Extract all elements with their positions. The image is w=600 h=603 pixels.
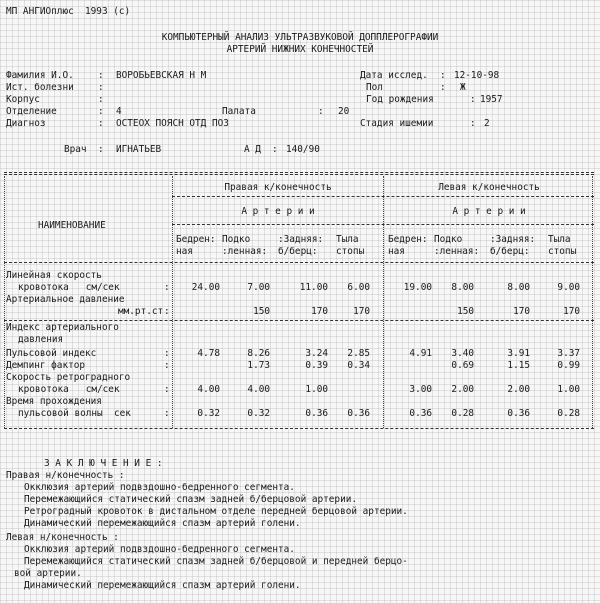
conclusion-line: Перемежающийся статический спазм задней б/берцовой артерии. [24, 494, 358, 505]
conclusion-line: Динамический перемежающийся спазм артерий голени. [24, 580, 301, 591]
table-cell: 0.36 [305, 408, 328, 419]
table-cell: 3.00 [409, 384, 432, 395]
colon: : [272, 144, 278, 155]
bp-label: А Д [244, 144, 261, 155]
dept-value: 4 [116, 106, 122, 117]
colon: : [470, 94, 476, 105]
table-cell: 2.00 [451, 384, 474, 395]
colon: : [98, 82, 104, 93]
row-label: Линейная скорость [6, 270, 102, 281]
name-value: ВОРОБЬЕВСКАЯ Н М [116, 70, 207, 81]
colon: : [318, 106, 324, 117]
artery-col-header-top: Бедрен: [176, 234, 216, 245]
conclusion-line: Перемежающийся статический спазм задней б/берцовой и передней берцо- [24, 556, 408, 567]
right-limb-header: Правая к/конечность [224, 182, 332, 193]
doctor-label: Врач [64, 144, 87, 155]
row-label: пульсовой волны сек [18, 408, 131, 419]
bp-value: 140/90 [286, 144, 320, 155]
table-cell: 8.00 [451, 282, 474, 293]
table-cell: 0.36 [347, 408, 370, 419]
colon: : [98, 70, 104, 81]
table-cell: 170 [513, 306, 530, 317]
table-cell: 24.00 [191, 282, 220, 293]
artery-col-header-bottom: стопы [336, 246, 365, 257]
table-cell: 3.91 [507, 348, 530, 359]
case-label: Ист. болезни [6, 82, 74, 93]
colon: : [98, 94, 104, 105]
row-label: Пульсовой индекс [6, 348, 97, 359]
table-cell: 0.28 [451, 408, 474, 419]
date-label: Дата исслед. [360, 70, 428, 81]
ward-value: 20 [338, 106, 350, 117]
table-cell: 9.00 [557, 282, 580, 293]
table-cell: 150 [457, 306, 474, 317]
colon: : [440, 70, 446, 81]
conclusion-line: Ретроградный кровоток в дистальном отделе передней берцовой артерии. [24, 506, 408, 517]
table-cell: 170 [353, 306, 370, 317]
table-top-rule [4, 172, 594, 173]
diag-label: Диагноз [6, 118, 46, 129]
table-cell: 170 [311, 306, 328, 317]
colon: : [164, 282, 170, 293]
doctor-value: ИГНАТЬЕВ [116, 144, 162, 155]
artery-col-header-bottom: ная [176, 246, 193, 257]
table-cell: 8.26 [247, 348, 270, 359]
table-cell: 0.99 [557, 360, 580, 371]
name-column-header: НАИМЕНОВАНИЕ [38, 220, 106, 231]
table-cell: 3.37 [557, 348, 580, 359]
table-cell: 4.00 [197, 384, 220, 395]
artery-col-header-top: Подко [434, 234, 463, 245]
colon: : [98, 106, 104, 117]
name-label: Фамилия И.О. [6, 70, 74, 81]
row-label: мм.рт.ст [118, 306, 164, 317]
table-cell: 8.00 [507, 282, 530, 293]
colon: : [98, 144, 104, 155]
artery-col-header-bottom: б/берц: [278, 246, 318, 257]
artery-col-header-top: :Задняя: [278, 234, 324, 245]
colon: : [164, 360, 170, 371]
dept-label: Отделение [6, 106, 57, 117]
table-cell: 7.00 [247, 282, 270, 293]
left-limb-header: Левая к/конечность [438, 182, 540, 193]
stage-label: Стадия ишемии [360, 118, 434, 129]
column-separator [592, 176, 593, 428]
table-bottom-rule [4, 428, 594, 429]
row-label: кровотока см/сек [18, 384, 120, 395]
table-cell: 3.40 [451, 348, 474, 359]
conclusion-line: Динамический перемежающийся спазм артерий голени. [24, 518, 301, 529]
column-separator [4, 176, 5, 428]
colon: : [164, 306, 170, 317]
table-cell: 4.78 [197, 348, 220, 359]
colon: : [164, 348, 170, 359]
table-cell: 1.00 [305, 384, 328, 395]
artery-col-header-top: Тыла [548, 234, 571, 245]
colon: : [470, 118, 476, 129]
colon: : [164, 408, 170, 419]
conclusion-line: Окклюзия артерий подвздошно-бедренного сегмента. [24, 544, 295, 555]
conclusion-line: вой артерии. [14, 568, 82, 579]
table-cell: 1.00 [557, 384, 580, 395]
artery-col-header-top: :Задняя: [490, 234, 536, 245]
table-cell: 1.73 [247, 360, 270, 371]
row-label: давления [18, 334, 64, 345]
table-cell: 0.32 [247, 408, 270, 419]
table-cell: 0.36 [507, 408, 530, 419]
ward-label: Палата [222, 106, 256, 117]
row-label: Артериальное давление [6, 294, 125, 305]
left-arteries-header: А р т е р и и [452, 206, 526, 217]
birth-value: 1957 [480, 94, 503, 105]
table-cell: 150 [253, 306, 270, 317]
colon: : [98, 118, 104, 129]
table-cell: 170 [563, 306, 580, 317]
table-cell: 4.00 [247, 384, 270, 395]
artery-col-header-top: Подко [222, 234, 251, 245]
conclusion-left-title: Левая н/конечность : [6, 532, 119, 543]
row-label: Индекс артериального [6, 322, 119, 333]
birth-label: Год рождения [366, 94, 434, 105]
table-cell: 0.34 [347, 360, 370, 371]
colon: : [164, 384, 170, 395]
table-cell: 0.32 [197, 408, 220, 419]
table-top-rule-double [4, 174, 594, 175]
conclusion-right-title: Правая н/конечность : [6, 470, 125, 481]
table-cell: 11.00 [299, 282, 328, 293]
right-arteries-header: А р т е р и и [241, 206, 315, 217]
table-cell: 0.39 [305, 360, 328, 371]
report-title-line1: КОМПЬЮТЕРНЫЙ АНАЛИЗ УЛЬТРАЗВУКОВОЙ ДОППЛЕРОГРАФИИ [161, 32, 439, 43]
diag-value: ОСТЕОХ ПОЯСН ОТД ПОЗ [116, 118, 229, 129]
artery-col-header-bottom: :ленная: [434, 246, 480, 257]
artery-col-header-bottom: ная [388, 246, 405, 257]
section-rule [4, 320, 594, 321]
table-cell: 3.24 [305, 348, 328, 359]
artery-col-header-bottom: стопы [548, 246, 577, 257]
table-cell: 6.00 [347, 282, 370, 293]
table-cell: 2.00 [507, 384, 530, 395]
conclusion-title: З А К Л Ю Ч Е Н И Е : [44, 458, 163, 469]
table-cell: 0.28 [557, 408, 580, 419]
row-label: Скорость ретроградного [6, 372, 131, 383]
header-bottom-rule [4, 262, 594, 263]
artery-col-header-top: Бедрен: [388, 234, 428, 245]
row-label: кровотока см/сек [18, 282, 120, 293]
sex-value: Ж [460, 82, 466, 93]
row-label: Демпинг фактор [6, 360, 86, 371]
date-value: 12-10-98 [454, 70, 500, 81]
software-title: МП АНГИОплюс 1993 (с) [6, 6, 131, 17]
table-cell: 1.15 [507, 360, 530, 371]
report-title-line2: АРТЕРИЙ НИЖНИХ КОНЕЧНОСТЕЙ [226, 44, 374, 55]
stage-value: 2 [484, 118, 490, 129]
artery-col-header-bottom: :ленная: [222, 246, 268, 257]
sex-label: Пол [366, 82, 383, 93]
table-cell: 2.85 [347, 348, 370, 359]
table-cell: 4.91 [409, 348, 432, 359]
colon: : [440, 82, 446, 93]
table-cell: 0.36 [409, 408, 432, 419]
conclusion-line: Окклюзия артерий подвздошно-бедренного сегмента. [24, 482, 295, 493]
artery-col-header-top: Тыла [336, 234, 359, 245]
artery-col-header-bottom: б/берц: [490, 246, 530, 257]
table-cell: 0.69 [451, 360, 474, 371]
corpus-label: Корпус [6, 94, 40, 105]
row-label: Время прохождения [6, 396, 102, 407]
table-cell: 19.00 [403, 282, 432, 293]
